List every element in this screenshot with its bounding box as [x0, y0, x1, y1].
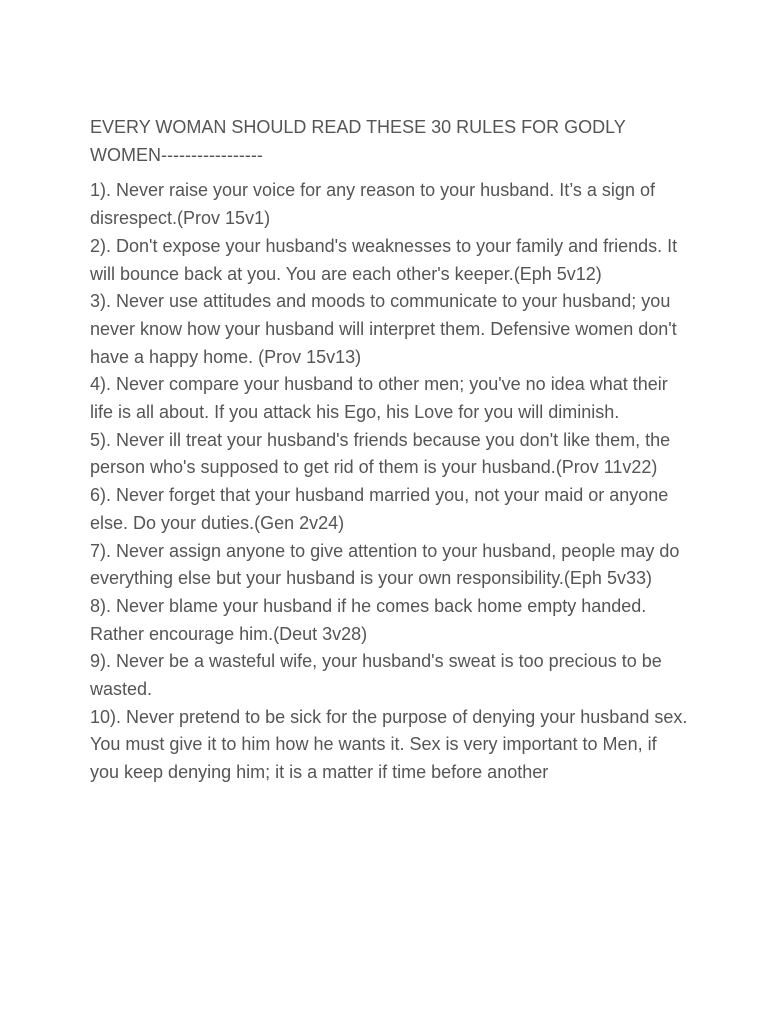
- rule-item: 2). Don't expose your husband's weaknesses to your family and friends. It will bounce back at you. You are each other's keeper.(Eph 5v12): [90, 235, 678, 284]
- rule-item: 10). Never pretend to be sick for the purpose of denying your husband sex. You must give it to him how he wants it. Sex is very important to Men, if you keep denying him; it is a matter if time before another: [90, 706, 688, 783]
- rule-item: 4). Never compare your husband to other men; you've no idea what their life is all about. If you attack his Ego, his Love for you will diminish.: [90, 374, 668, 423]
- document-page: [90, 114, 690, 787]
- rule-item: 1). Never raise your voice for any reason to your husband. It’s a sign of disrespect.(Prov 15v1): [90, 180, 655, 229]
- document-title: EVERY WOMAN SHOULD READ THESE 30 RULES FOR GODLY WOMEN-----------------: [90, 117, 626, 165]
- rule-item: 7). Never assign anyone to give attention to your husband, people may do everything else but your husband is your own responsibility.(Eph 5v33): [90, 540, 680, 589]
- rule-item: 9). Never be a wasteful wife, your husband's sweat is too precious to be wasted.: [90, 651, 662, 700]
- rule-item: 8). Never blame your husband if he comes back home empty handed. Rather encourage him.(Deut 3v28): [90, 595, 647, 644]
- rule-item: 6). Never forget that your husband married you, not your maid or anyone else. Do your duties.(Gen 2v24): [90, 485, 669, 533]
- rule-item: 3). Never use attitudes and moods to communicate to your husband; you never know how your husband will interpret them. Defensive women don't have a happy home. (Prov 15v13): [90, 291, 677, 367]
- rules-list: [90, 177, 690, 786]
- rule-item: 5). Never ill treat your husband's friends because you don't like them, the person who's supposed to get rid of them is your husband.(Prov 11v22): [90, 429, 671, 478]
